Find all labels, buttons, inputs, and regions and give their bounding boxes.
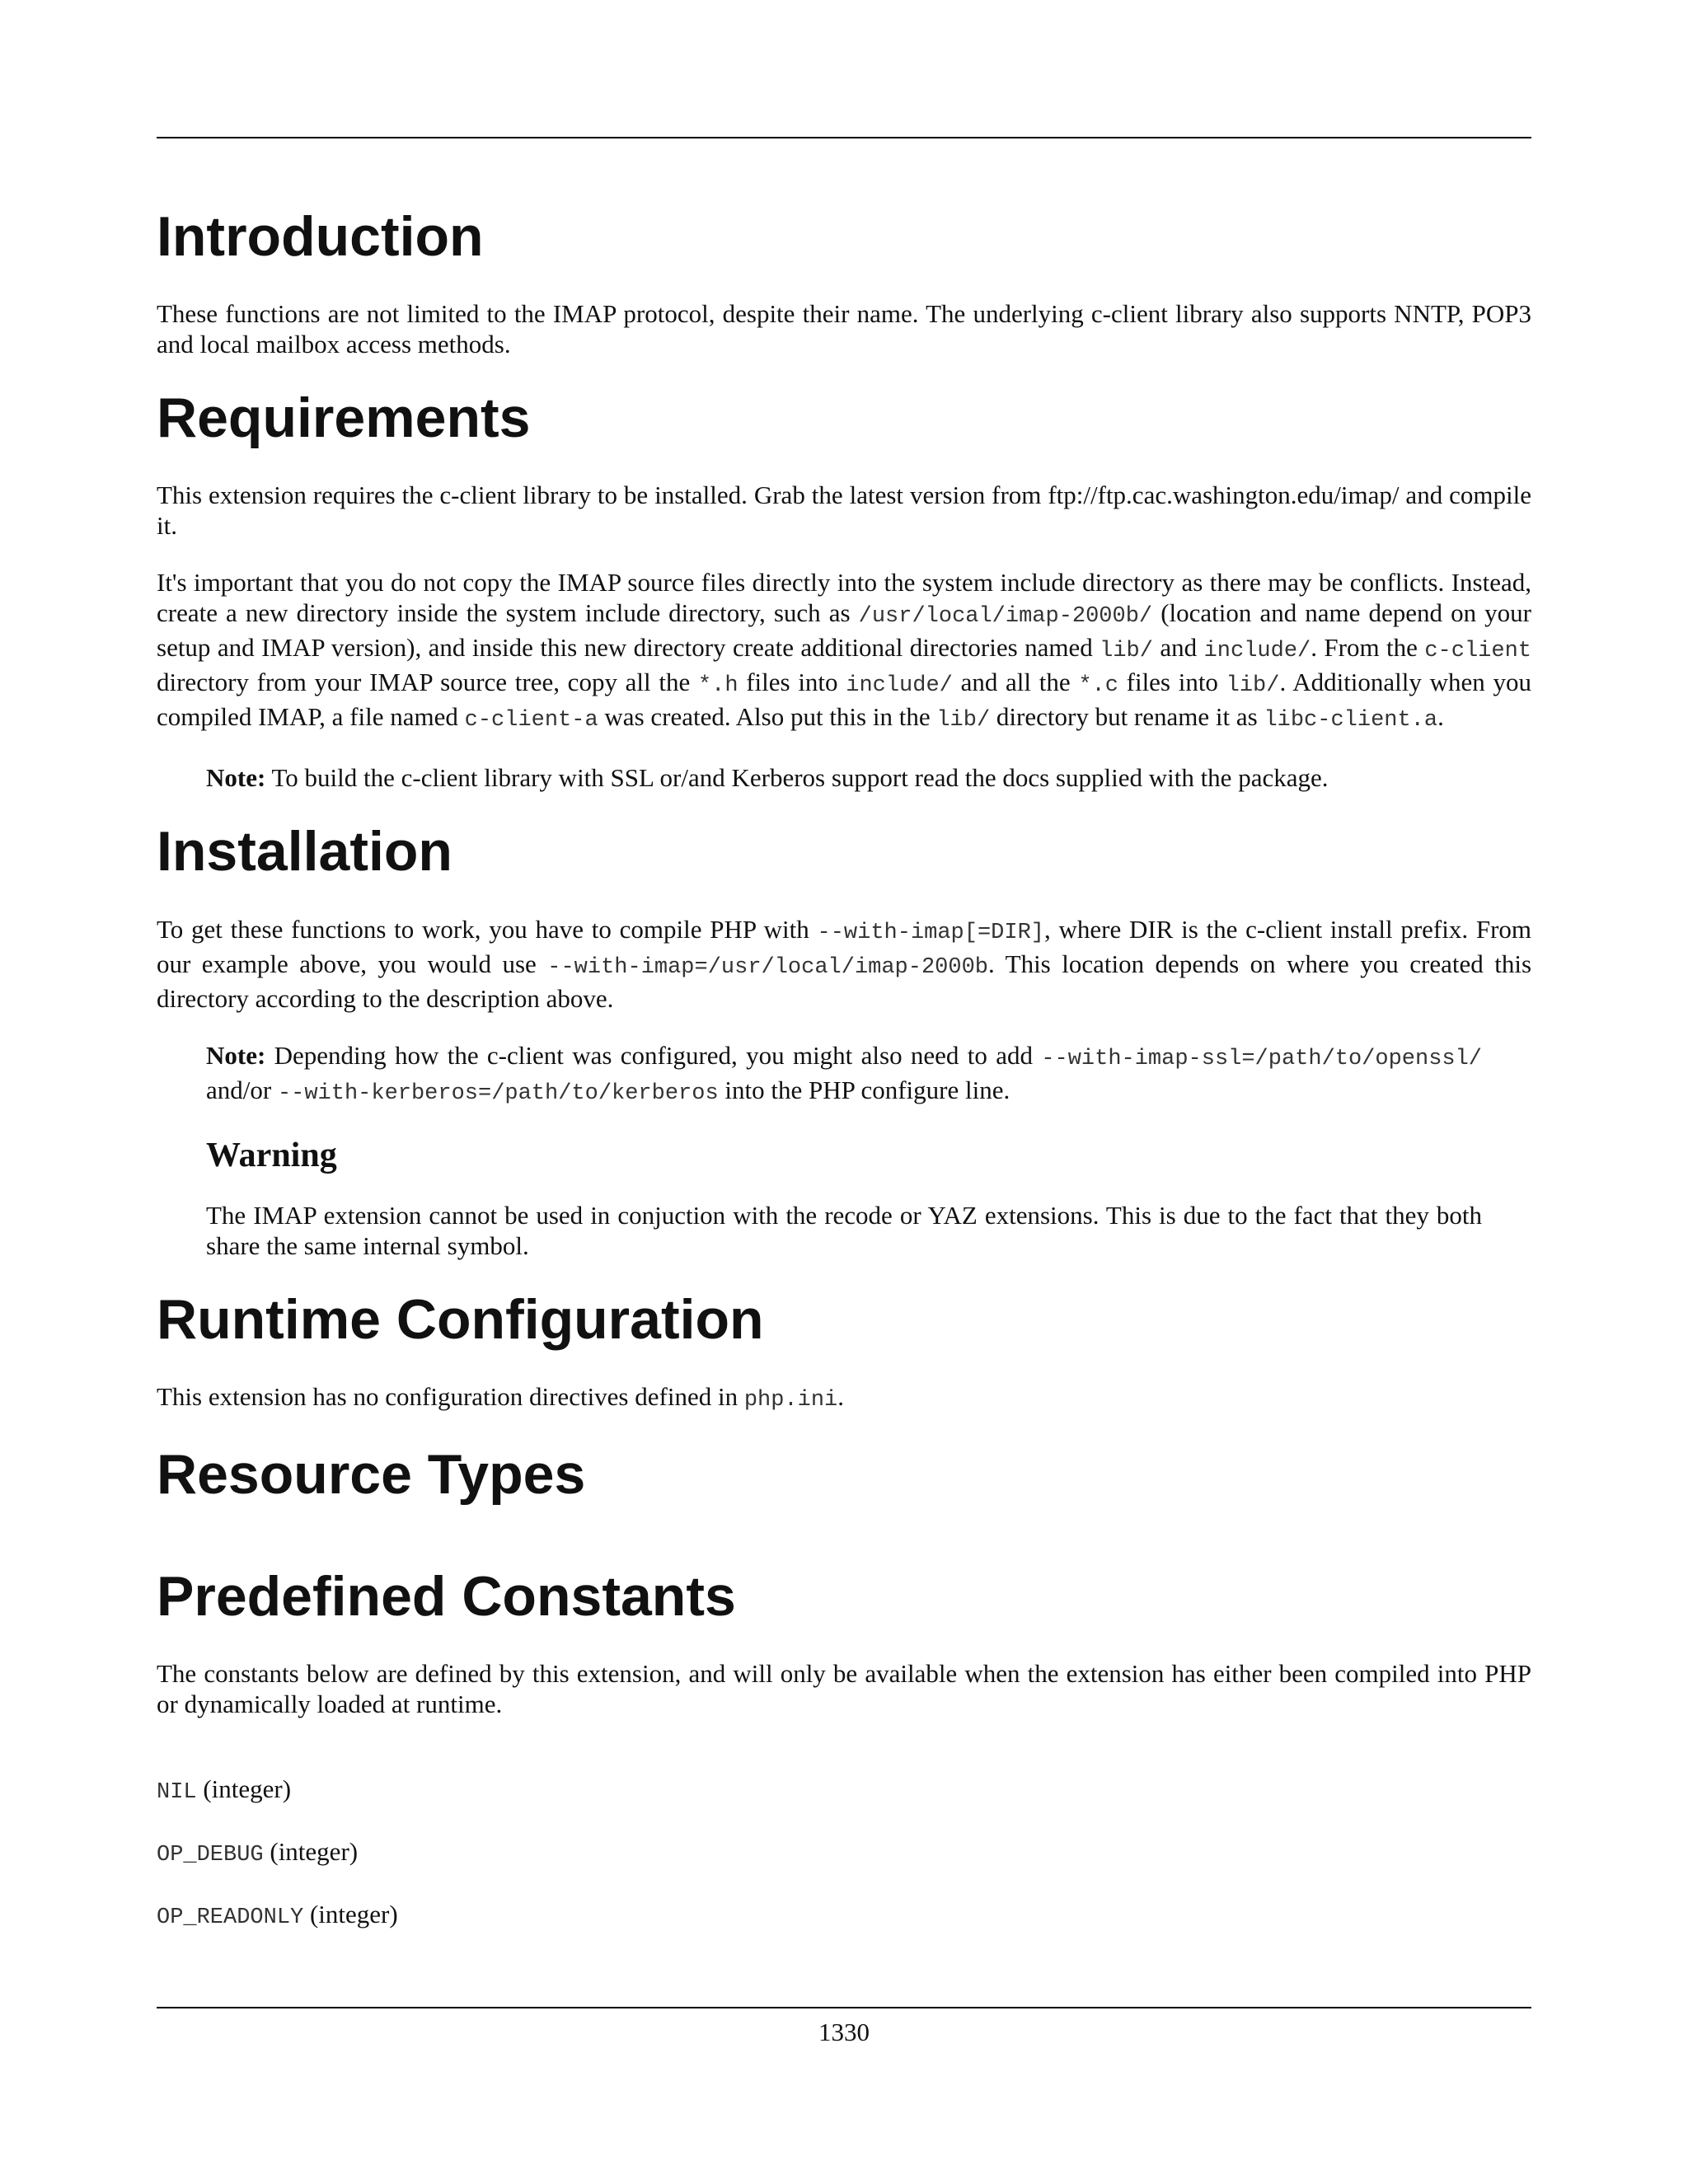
intro-paragraph: These functions are not limited to the IMAP protocol, despite their name. The underlying c-client library also supports NNTP, POP3 and local mailbox access methods. <box>157 299 1531 359</box>
heading-introduction: Introduction <box>157 205 484 268</box>
installation-paragraph: To get these functions to work, you have to compile PHP with --with-imap[=DIR], where DIR is the c-client install prefix. From our example above, you would use --with-imap=/usr/local/imap-2000b. This location depends on where you created this directory according to the description above. <box>157 914 1532 1013</box>
note-label: Note: <box>206 763 266 793</box>
heading-requirements: Requirements <box>157 387 531 450</box>
constant-item: OP_DEBUG (integer) <box>157 1837 359 1868</box>
page-content <box>157 204 1531 1961</box>
heading-installation: Installation <box>157 820 452 883</box>
warning-text: The IMAP extension cannot be used in conjuction with the recode or YAZ extensions. This is due to the fact that they both share the same internal symbol. <box>206 1200 1482 1260</box>
constant-name: NIL <box>157 1780 197 1806</box>
warning-heading: Warning <box>206 1136 337 1174</box>
header-rule <box>157 137 1531 138</box>
requirements-paragraph-2: It's important that you do not copy the IMAP source files directly into the system include directory as there may be conflicts. Instead, create a new directory inside the system include directory, such as /usr/local/imap-2000b/ (location and name depend on your setup and IMAP version), and inside this new directory create additional directories named lib/ and include/. From the c-client directory from your IMAP source tree, copy all the *.h files into include/ and all the *.c files into lib/. Additionally when you compiled IMAP, a file named c-client-a was created. Also put this in the lib/ directory but rename it as libc-client.a. <box>157 568 1531 733</box>
constant-name: OP_READONLY <box>157 1905 304 1931</box>
heading-predefined-constants: Predefined Constants <box>157 1564 736 1628</box>
constant-name: OP_DEBUG <box>157 1843 264 1868</box>
note-label: Note: <box>206 1040 266 1070</box>
page-number: 1330 <box>818 2018 870 2046</box>
heading-runtime-configuration: Runtime Configuration <box>157 1287 764 1351</box>
heading-resource-types: Resource Types <box>157 1442 586 1506</box>
runtime-paragraph: This extension has no configuration directives defined in php.ini. <box>157 1381 844 1413</box>
constant-item: NIL (integer) <box>157 1774 292 1806</box>
requirements-note: Note: To build the c-client library with SSL or/and Kerberos support read the docs supplied with the package. <box>206 763 1329 793</box>
constants-paragraph: The constants below are defined by this extension, and will only be available when the extension has either been compiled into PHP or dynamically loaded at runtime. <box>157 1659 1531 1719</box>
document-page <box>157 0 1531 2184</box>
footer-rule <box>157 2007 1531 2008</box>
requirements-paragraph-1: This extension requires the c-client library to be installed. Grab the latest version from ftp://ftp.cac.washington.edu/imap/ and compile it. <box>157 480 1531 541</box>
installation-note: Note: Depending how the c-client was configured, you might also need to add --with-imap-ssl=/path/to/openssl/ and/or --with-kerberos=/path/to/kerberos into the PHP configure line. <box>206 1040 1482 1106</box>
constant-item: OP_READONLY (integer) <box>157 1900 398 1931</box>
